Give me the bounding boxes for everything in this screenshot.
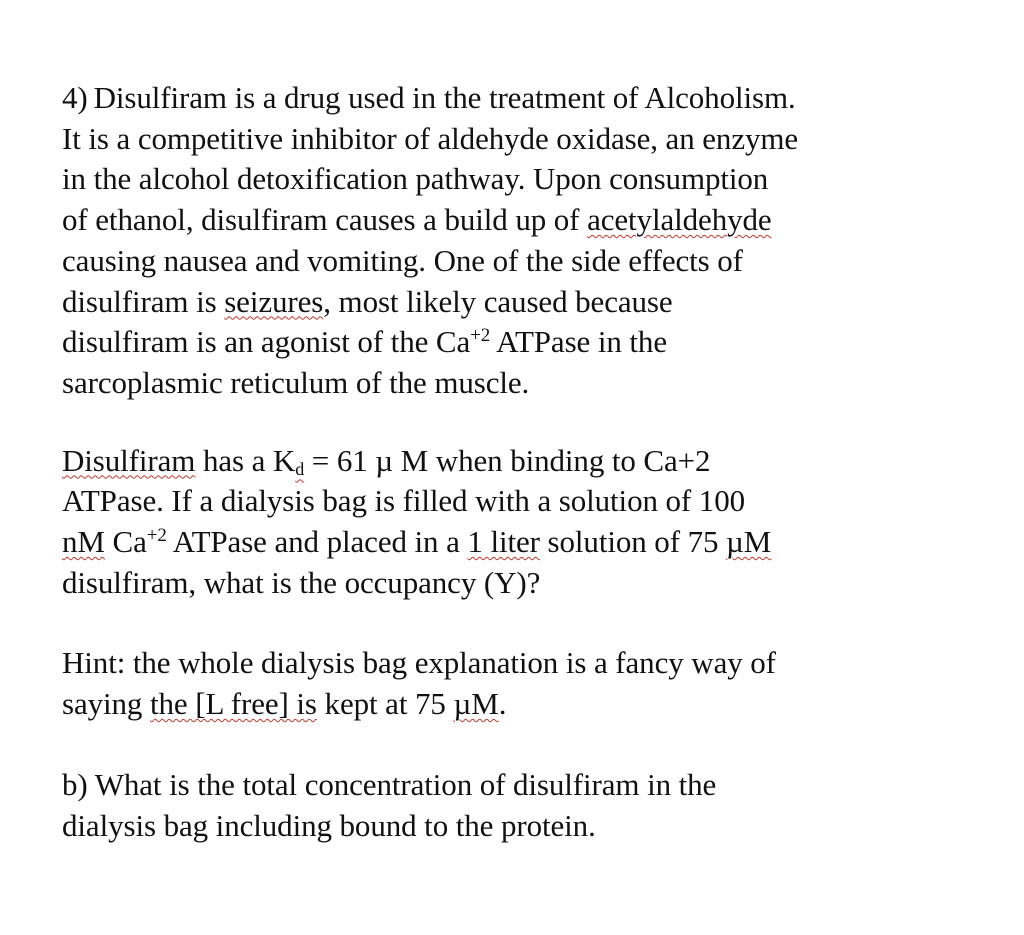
text-run: kept at 75 — [316, 686, 454, 722]
text-run: solution of 75 — [539, 524, 727, 560]
text-run: Ca — [104, 524, 147, 560]
question-line: It is a competitive inhibitor of aldehyde oxidase, an enzyme — [62, 120, 799, 156]
part-b-line: dialysis bag including bound to the protein. — [62, 807, 596, 843]
text-run: = 61 µ M when binding to Ca+2 — [304, 442, 711, 478]
question-line — [62, 78, 962, 119]
charge-superscript: +2 — [470, 325, 491, 347]
text-run: saying — [62, 686, 150, 722]
part-b-line: b) What is the total concentration of disulfiram in the — [62, 766, 717, 802]
question-line: in the alcohol detoxification pathway. Upon consumption — [62, 161, 769, 197]
question-paragraph — [62, 78, 962, 404]
text-run: disulfiram is — [62, 283, 225, 319]
spellcheck-flagged-word: µM — [726, 524, 772, 560]
kd-subscript: d — [295, 458, 305, 479]
question-line — [62, 200, 962, 241]
question-line: disulfiram, what is the occupancy (Y)? — [62, 564, 541, 600]
question-line: sarcoplasmic reticulum of the muscle. — [62, 364, 530, 400]
question-line — [62, 282, 962, 323]
question-line — [62, 322, 962, 363]
kd-paragraph — [62, 441, 962, 604]
text-run: , most likely caused because — [323, 283, 673, 319]
hint-line — [62, 684, 962, 725]
spellcheck-flagged-word: µM — [453, 686, 499, 722]
question-text: Disulfiram is a drug used in the treatment of Alcoholism. — [93, 80, 796, 115]
text-run: ATPase in the — [490, 324, 667, 360]
charge-superscript: +2 — [146, 525, 167, 547]
text-run: disulfiram is an agonist of the Ca — [62, 324, 471, 360]
spellcheck-flagged-word: acetylaldehyde — [587, 202, 772, 238]
question-document — [62, 78, 962, 846]
spellcheck-flagged-word: nM — [62, 524, 105, 560]
text-run: of ethanol, disulfiram causes a build up of — [62, 202, 588, 238]
hint-line: Hint: the whole dialysis bag explanation is a fancy way of — [62, 645, 776, 681]
spellcheck-flagged-word: seizures — [224, 283, 324, 319]
text-run: . — [498, 686, 507, 722]
hint-paragraph — [62, 643, 962, 724]
spellcheck-flagged-word: 1 liter — [467, 524, 540, 560]
spellcheck-flagged-word: the [L free] is — [150, 686, 317, 722]
spellcheck-flagged-word: Disulfiram — [62, 442, 196, 478]
question-number: 4) — [62, 80, 88, 115]
question-line — [62, 522, 962, 563]
question-line: ATPase. If a dialysis bag is filled with a solution of 100 — [62, 483, 745, 519]
text-run: ATPase and placed in a — [166, 524, 468, 560]
question-line — [62, 441, 962, 482]
text-run: has a K — [195, 442, 296, 478]
part-b-paragraph — [62, 765, 962, 846]
question-line: causing nausea and vomiting. One of the side effects of — [62, 242, 743, 278]
